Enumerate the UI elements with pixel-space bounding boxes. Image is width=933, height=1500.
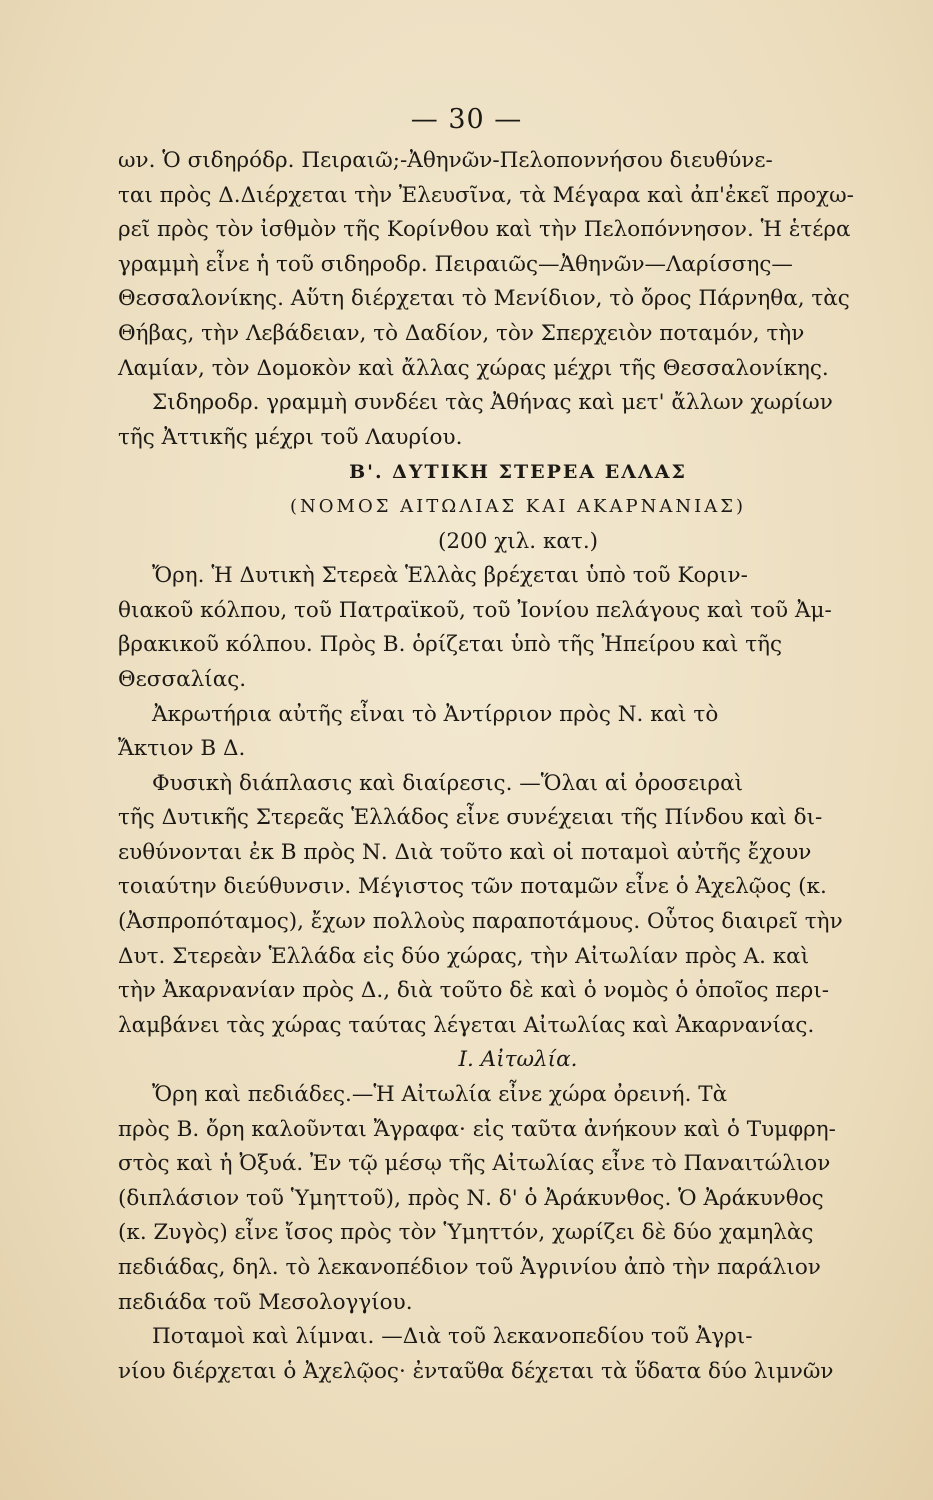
text-line-content: Φυσικὴ διάπλασις καὶ διαίρεσις. —Ὅλαι αἱ ὀροσειραὶ xyxy=(152,770,744,796)
text-line-content: λαμβάνει τὰς χώρας ταύτας λέγεται Αἰτωλίας καὶ Ἀκαρνανίας. xyxy=(118,1012,815,1038)
text-line xyxy=(118,1251,918,1286)
text-line xyxy=(118,1043,918,1078)
text-line-content: γραμμὴ εἶνε ἡ τοῦ σιδηροδρ. Πειραιῶς—Ἀθηνῶν—Λαρίσσης— xyxy=(118,251,793,277)
text-line xyxy=(118,663,918,698)
text-line xyxy=(118,386,918,421)
text-line xyxy=(118,1147,918,1182)
text-line xyxy=(118,905,918,940)
text-line-content: (200 χιλ. κατ.) xyxy=(437,528,599,554)
text-line xyxy=(118,1182,918,1217)
text-line-content: τῆς Δυτικῆς Στερεᾶς Ἑλλάδος εἶνε συνέχειαι τῆς Πίνδου καὶ δι- xyxy=(118,805,823,831)
text-line-content: ρεῖ πρὸς τὸν ἰσθμὸν τῆς Κορίνθου καὶ τὴν Πελοπόννησον. Ἡ ἑτέρα xyxy=(118,217,851,243)
text-line xyxy=(118,870,918,905)
text-line-content: Δυτ. Στερεὰν Ἑλλάδα εἰς δύο χώρας, τὴν Αἰτωλίαν πρὸς Α. καὶ xyxy=(118,943,810,969)
text-line xyxy=(118,282,918,317)
text-line-content: Β'. ΔΥΤΙΚΗ ΣΤΕΡΕΑ ΕΛΛΑΣ xyxy=(349,461,687,484)
text-line-content: (διπλάσιον τοῦ Ὑμηττοῦ), πρὸς Ν. δ' ὁ Ἀράκυνθος. Ὁ Ἀράκυνθος xyxy=(118,1185,824,1211)
text-line xyxy=(118,179,918,214)
text-line-content: τοιαύτην διεύθυνσιν. Μέγιστος τῶν ποταμῶν εἶνε ὁ Ἀχελῷος (κ. xyxy=(118,874,827,900)
text-line xyxy=(118,1286,918,1321)
text-line-content: ευθύνονται ἐκ Β πρὸς Ν. Διὰ τοῦτο καὶ οἱ ποταμοὶ αὐτῆς ἔχουν xyxy=(118,839,812,865)
text-line xyxy=(118,525,918,560)
text-line-content: πεδιάδα τοῦ Μεσολογγίου. xyxy=(118,1289,413,1315)
text-line xyxy=(118,317,918,352)
text-line-content: θιακοῦ κόλπου, τοῦ Πατραϊκοῦ, τοῦ Ἰονίου πελάγους καὶ τοῦ Ἀμ- xyxy=(118,597,832,623)
text-line-content: (Ἀσπροπόταμος), ἔχων πολλοὺς παραποτάμους. Οὗτος διαιρεῖ τὴν xyxy=(118,909,843,935)
text-line xyxy=(118,1355,918,1390)
text-line xyxy=(118,767,918,802)
text-line xyxy=(118,490,918,525)
text-line xyxy=(118,248,918,283)
text-line xyxy=(118,455,918,490)
text-line xyxy=(118,1113,918,1148)
text-line xyxy=(118,144,918,179)
text-line-content: Σιδηροδρ. γραμμὴ συνδέει τὰς Ἀθήνας καὶ μετ' ἄλλων χωρίων xyxy=(152,390,833,416)
text-line-content: Ἀκρωτήρια αὐτῆς εἶναι τὸ Ἀντίρριον πρὸς Ν. καὶ τὸ xyxy=(152,701,719,727)
text-line-content: Λαμίαν, τὸν Δομοκὸν καὶ ἄλλας χώρας μέχρι τῆς Θεσσαλονίκης. xyxy=(118,355,829,381)
text-line-content: στὸς καὶ ἡ Ὀξυά. Ἐν τῷ μέσῳ τῆς Αἰτωλίας εἶνε τὸ Παναιτώλιον xyxy=(118,1151,831,1177)
text-line xyxy=(118,421,918,456)
text-line-content: ων. Ὁ σιδηρόδρ. Πειραιῶ;-Ἀθηνῶν-Πελοποννήσου διευθύνε- xyxy=(118,148,773,173)
text-line xyxy=(118,974,918,1009)
text-line xyxy=(118,940,918,975)
page-body xyxy=(118,144,918,1389)
text-line-content: νίου διέρχεται ὁ Ἀχελῷος· ἐνταῦθα δέχεται τὰ ὕδατα δύο λιμνῶν xyxy=(118,1358,834,1384)
text-line xyxy=(118,594,918,629)
text-line xyxy=(118,1216,918,1251)
text-line xyxy=(118,213,918,248)
text-line-content: Ὄρη καὶ πεδιάδες.—Ἡ Αἰτωλία εἶνε χώρα ὀρεινή. Τὰ xyxy=(152,1082,728,1108)
text-line-content: (ΝΟΜΟΣ ΑΙΤΩΛΙΑΣ ΚΑΙ ΑΚΑΡΝΑΝΙΑΣ) xyxy=(290,495,746,517)
text-line xyxy=(118,698,918,733)
text-line xyxy=(118,1078,918,1113)
text-line xyxy=(118,352,918,387)
text-line-content: Θεσσαλονίκης. Αὕτη διέρχεται τὸ Μενίδιον, τὸ ὄρος Πάρνηθα, τὰς xyxy=(118,286,850,312)
page-number: — 30 — xyxy=(410,104,523,135)
text-line xyxy=(118,559,918,594)
text-line-content: Ἄκτιον Β Δ. xyxy=(118,736,246,762)
text-line xyxy=(118,628,918,663)
text-line-content: Θεσσαλίας. xyxy=(118,666,247,692)
text-line-content: βρακικοῦ κόλπου. Πρὸς Β. ὁρίζεται ὑπὸ τῆς Ἠπείρου καὶ τῆς xyxy=(118,632,783,658)
text-line xyxy=(118,1320,918,1355)
text-line-content: τὴν Ἀκαρνανίαν πρὸς Δ., διὰ τοῦτο δὲ καὶ ὁ νομὸς ὁ ὁποῖος περι- xyxy=(118,978,830,1004)
text-line-content: Θήβας, τὴν Λεβάδειαν, τὸ Δαδίον, τὸν Σπερχειὸν ποταμόν, τὴν xyxy=(118,320,805,346)
text-line-content: Ι. Αἰτωλία. xyxy=(458,1047,578,1073)
text-line-content: πεδιάδας, δηλ. τὸ λεκανοπέδιον τοῦ Ἀγρινίου ἀπὸ τὴν παράλιον xyxy=(118,1255,821,1280)
text-line xyxy=(118,801,918,836)
text-line xyxy=(118,732,918,767)
text-line-content: πρὸς Β. ὄρη καλοῦνται Ἄγραφα· εἰς ταῦτα ἀνήκουν καὶ ὁ Τυμφρη- xyxy=(118,1116,836,1142)
text-line-content: Ποταμοὶ καὶ λίμναι. —Διὰ τοῦ λεκανοπεδίου τοῦ Ἀγρι- xyxy=(152,1324,753,1350)
text-line-content: τῆς Ἀττικῆς μέχρι τοῦ Λαυρίου. xyxy=(118,424,463,450)
text-line-content: (κ. Ζυγὸς) εἶνε ἴσος πρὸς τὸν Ὑμηττόν, χωρίζει δὲ δύο χαμηλὰς xyxy=(118,1220,814,1246)
text-line xyxy=(118,836,918,871)
text-line xyxy=(118,1009,918,1044)
text-line-content: Ὄρη. Ἡ Δυτικὴ Στερεὰ Ἑλλὰς βρέχεται ὑπὸ τοῦ Κοριν- xyxy=(152,563,748,589)
text-line-content: ται πρὸς Δ.Διέρχεται τὴν Ἐλευσῖνα, τὰ Μέγαρα καὶ ἀπ'ἐκεῖ προχω- xyxy=(118,182,854,208)
